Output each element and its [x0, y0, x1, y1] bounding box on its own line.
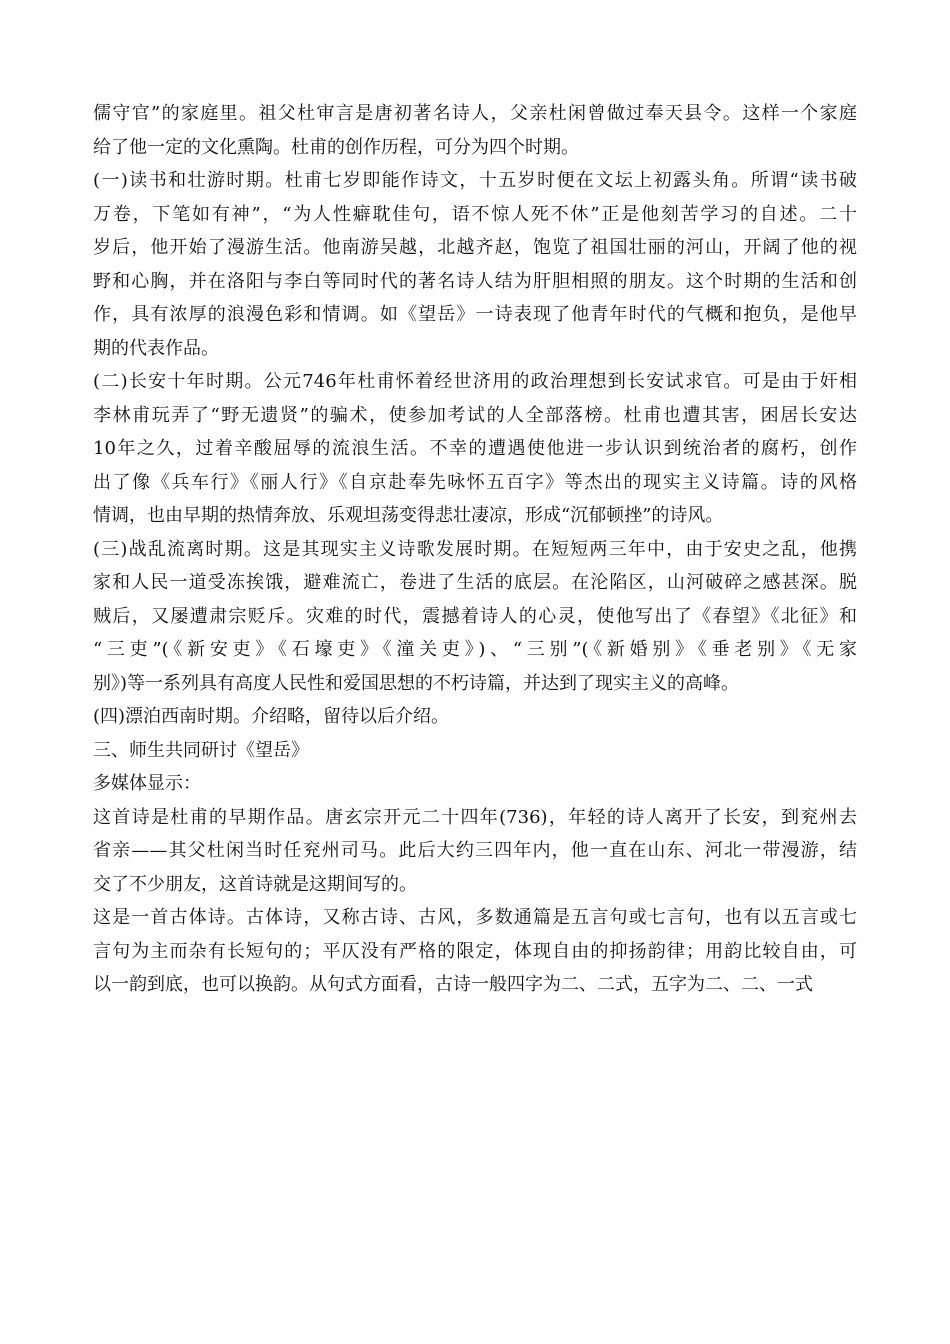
text-line: 家和人民一道受冻挨饿，避难流亡，卷进了生活的底层。在沦陷区，山河破碎之感甚深。脱: [93, 572, 857, 593]
text-line: 多媒体显示：: [93, 773, 201, 794]
text-line: 李林甫玩弄了“野无遗贤”的骗术，使参加考试的人全部落榜。杜甫也遭其害，困居长安达: [93, 404, 857, 426]
text-line: (一)读书和壮游时期。杜甫七岁即能作诗文，十五岁时便在文坛上初露头角。所谓“读书破: [93, 170, 857, 191]
text-line: 这是一首古体诗。古体诗，又称古诗、古风，多数通篇是五言句或七言句，也有以五言或七: [93, 907, 857, 928]
paragraph: [93, 801, 857, 902]
paragraph: [93, 901, 857, 1002]
text-line: (三)战乱流离时期。这是其现实主义诗歌发展时期。在短短两三年中，由于安史之乱，他携: [93, 538, 857, 560]
text-line: 这首诗是杜甫的早期作品。唐玄宗开元二十四年(736)，年轻的诗人离开了长安，到兖州去: [93, 806, 857, 828]
text-line: (四)漂泊西南时期。介绍略，留待以后介绍。: [93, 706, 450, 727]
text-line: 岁后，他开始了漫游生活。他南游吴越，北越齐赵，饱览了祖国壮丽的河山，开阔了他的视: [93, 237, 857, 258]
text-line: 出了像《兵车行》《丽人行》《自京赴奉先咏怀五百字》等杰出的现实主义诗篇。诗的风格: [93, 471, 857, 493]
text-line: 三、师生共同研讨《望岳》: [93, 739, 309, 761]
text-line: 野和心胸，并在洛阳与李白等同时代的著名诗人结为肝胆相照的朋友。这个时期的生活和创: [93, 270, 857, 292]
paragraph: [93, 164, 857, 365]
paragraph: [93, 734, 857, 768]
text-line: 以一韵到底，也可以换韵。从句式方面看，古诗一般四字为二、二式，五字为二、二、一式: [93, 974, 813, 995]
paragraph: [93, 533, 857, 701]
text-line: 交了不少朋友，这首诗就是这期间写的。: [93, 873, 417, 895]
paragraph: [93, 700, 857, 734]
text-line: 万卷，下笔如有神”，“为人性癖耽佳句，语不惊人死不休”正是他刻苦学习的自述。二十: [93, 203, 857, 225]
document-body: [93, 97, 857, 1002]
text-line: 作，具有浓厚的浪漫色彩和情调。如《望岳》一诗表现了他青年时代的气概和抱负，是他早: [93, 304, 857, 325]
paragraph: [93, 365, 857, 533]
paragraph: [93, 97, 857, 164]
text-line: 10年之久，过着辛酸屈辱的流浪生活。不幸的遭遇使他进一步认识到统治者的腐朽，创作: [93, 438, 857, 459]
text-line: 别》)等一系列具有高度人民性和爱国思想的不朽诗篇，并达到了现实主义的高峰。: [93, 672, 740, 694]
text-line: 省亲——其父杜闲当时任兖州司马。此后大约三四年内，他一直在山东、河北一带漫游，结: [93, 840, 857, 861]
text-line: 言句为主而杂有长短句的；平仄没有严格的限定，体现自由的抑扬韵律；用韵比较自由，可: [93, 940, 857, 962]
text-line: 给了他一定的文化熏陶。杜甫的创作历程，可分为四个时期。: [93, 136, 579, 158]
text-line: “三吏”(《新安吏》《石壕吏》《潼关吏》)、“三别”(《新婚别》《垂老别》《无家: [93, 639, 857, 660]
text-line: (二)长安十年时期。公元746年杜甫怀着经世济用的政治理想到长安试求官。可是由于奸相: [93, 371, 857, 392]
text-line: 儒守官”的家庭里。祖父杜审言是唐初著名诗人，父亲杜闲曾做过奉天县令。这样一个家庭: [93, 103, 857, 124]
text-line: 贼后，又屡遭肃宗贬斥。灾难的时代，震撼着诗人的心灵，使他写出了《春望》《北征》和: [93, 605, 857, 627]
text-line: 期的代表作品。: [93, 337, 219, 359]
text-line: 情调，也由早期的热情奔放、乐观坦荡变得悲壮凄凉，形成“沉郁顿挫”的诗风。: [93, 505, 724, 526]
paragraph: [93, 767, 857, 801]
